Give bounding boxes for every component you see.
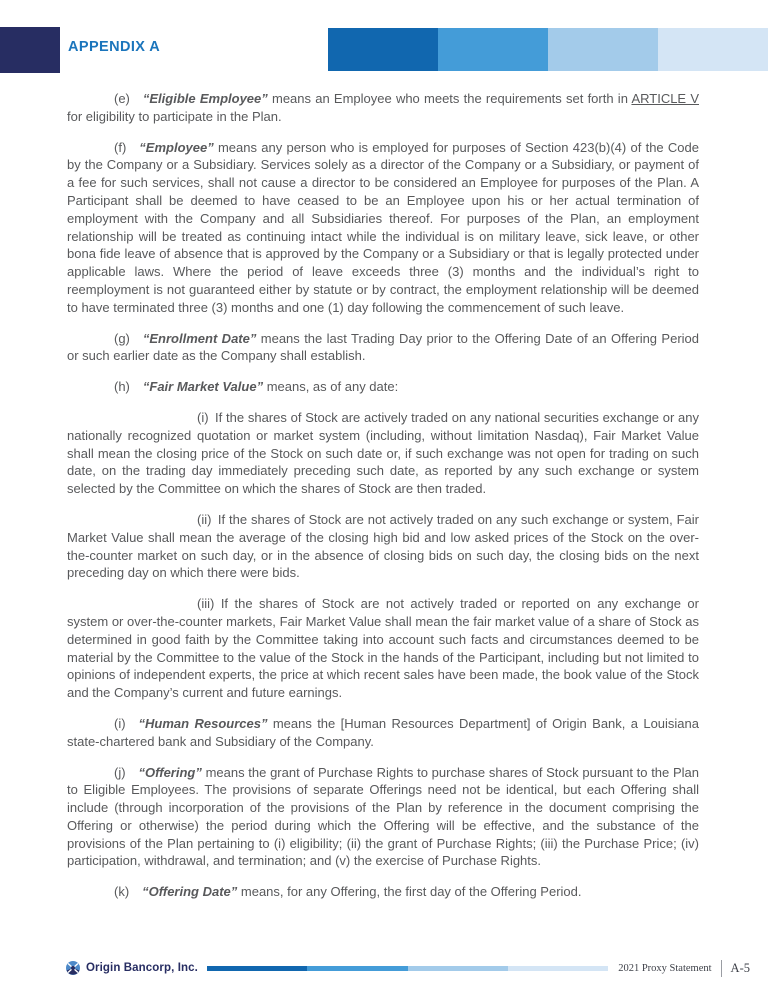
text-segment: means, for any Offering, the first day of the Offering Period. (237, 884, 582, 900)
text-segment: (j) (114, 764, 139, 780)
band-segment (207, 966, 307, 971)
footer-company-name: Origin Bancorp, Inc. (86, 962, 198, 974)
text-segment: (i) If the shares of Stock are actively traded on any national securities exchange or any nationally recognized quotation or market system (including, without limitation Nasdaq), Fair Market Value shall mean the closing price of the Stock on such date or, if such exchange was not open for trading on such date, on the trading day immediately preceding such date, as reported by any such exchange or system selected by the Committee on which the shares of Stock are then traded. (67, 409, 699, 497)
band-segment (408, 966, 508, 971)
text-segment: (k) (114, 884, 143, 900)
text-segment: means the [Human Resources Department] of Origin Bank, a Louisiana state-chartered bank and Subsidiary of the Company. (67, 715, 699, 749)
band-segment (438, 28, 548, 71)
origin-bancorp-logo-icon (66, 961, 80, 975)
defined-term: “Employee” (139, 139, 214, 155)
text-segment: means the last Trading Day prior to the Offering Date of an Offering Period or such earlier date as the Company shall establish. (67, 330, 700, 364)
text-segment: (i) (114, 715, 139, 731)
paragraph-h-ii (67, 511, 699, 582)
footer-divider (721, 960, 722, 977)
band-segment (328, 28, 438, 71)
paragraph-g (67, 330, 699, 366)
footer-page-number: A-5 (730, 960, 750, 975)
defined-term: “Fair Market Value” (142, 379, 264, 395)
text-segment: (ii) If the shares of Stock are not actively traded on any such exchange or system, Fair Market Value shall mean the average of the closing high bid and low asked prices of the Stock on the over-the-counter market on such day, or in the absence of closing bids on such day, the closing bids on the next preceding day on which there were bids. (67, 511, 699, 581)
defined-term: “Offering” (138, 764, 202, 780)
paragraph-i (67, 715, 699, 751)
text-segment: (iii) If the shares of Stock are not actively traded or reported on any exchange or system or over-the-counter markets, Fair Market Value shall mean the fair market value of a share of Stock as determined in good faith by the Committee taking into account such facts and circumstances deemed to be material by the Committee to the value of the Stock in the hands of the Participant, including but not limited to opinions of independent experts, the price at which recent sales have been made, the book value of the Stock and the Company’s current and future earnings. (67, 596, 699, 701)
page-title: APPENDIX A (68, 39, 161, 55)
paragraph-h-i (67, 409, 699, 498)
footer-publication-label: 2021 Proxy Statement (618, 962, 712, 974)
article-cross-reference[interactable]: ARTICLE V (631, 91, 699, 106)
band-segment (548, 28, 658, 71)
defined-term: “Human Resources” (138, 715, 268, 731)
band-segment (307, 966, 407, 971)
text-segment: (h) (114, 379, 143, 395)
text-segment: means, as of any date: (263, 379, 399, 395)
paragraph-e (67, 90, 699, 126)
defined-term: “Offering Date” (142, 884, 238, 900)
document-body (67, 90, 699, 914)
page-footer (66, 958, 750, 978)
paragraph-h-iii (67, 595, 699, 702)
text-segment: (f) (114, 139, 140, 155)
band-segment (508, 966, 608, 971)
paragraph-h (67, 378, 699, 396)
defined-term: “Enrollment Date” (142, 330, 257, 346)
text-segment: means the grant of Purchase Rights to purchase shares of Stock pursuant to the Plan to Eligible Employees. The provisions of separate Offerings need not be identical, but each Offering shall include (through incorporation of the provisions of the Plan by reference in the document comprising the Offering or otherwise) the period during which the Offering will be effective, and the substance of the provisions of the Plan pertaining to (i) eligibility; (ii) the grant of Purchase Rights; (iii) the Purchase Price; (iv) participation, withdrawal, and termination; and (v) the exercise of Purchase Rights. (67, 764, 699, 869)
text-segment: means an Employee who meets the requirements set forth in (267, 91, 632, 106)
text-segment: (e) (114, 91, 143, 106)
text-segment: for eligibility to participate in the Plan. (67, 108, 282, 124)
paragraph-f (67, 139, 699, 317)
header-color-band (328, 28, 768, 71)
header-navy-square (0, 27, 60, 73)
text-segment: (g) (114, 330, 143, 346)
text-segment: means any person who is employed for purposes of Section 423(b)(4) of the Code by the Company or a Subsidiary. Services solely as a director of the Company or a Subsidiary, or payment of a fee for such services, shall not cause a director to be considered an Employee for purposes of the Plan. A Participant shall be deemed to have ceased to be an Employee upon his or her actual termination of employment with the Company and all Subsidiaries thereof. For purposes of the Plan, an employment relationship will be treated as continuing intact while the individual is on military leave, sick leave, or other bona fide leave of absence that is approved by the Company or a Subsidiary or that is legally protected under applicable laws. Where the period of leave exceeds three (3) months and the individual’s right to reemployment is not guaranteed either by statute or by contract, the employment relationship will be deemed to have terminated three (3) months and one (1) day following the commencement of such leave. (67, 139, 699, 315)
footer-color-bar (207, 966, 608, 971)
band-segment (658, 28, 768, 71)
paragraph-k (67, 883, 699, 901)
paragraph-j (67, 764, 699, 871)
defined-term: “Eligible Employee” (142, 91, 268, 106)
logo-center-dot (71, 966, 75, 970)
